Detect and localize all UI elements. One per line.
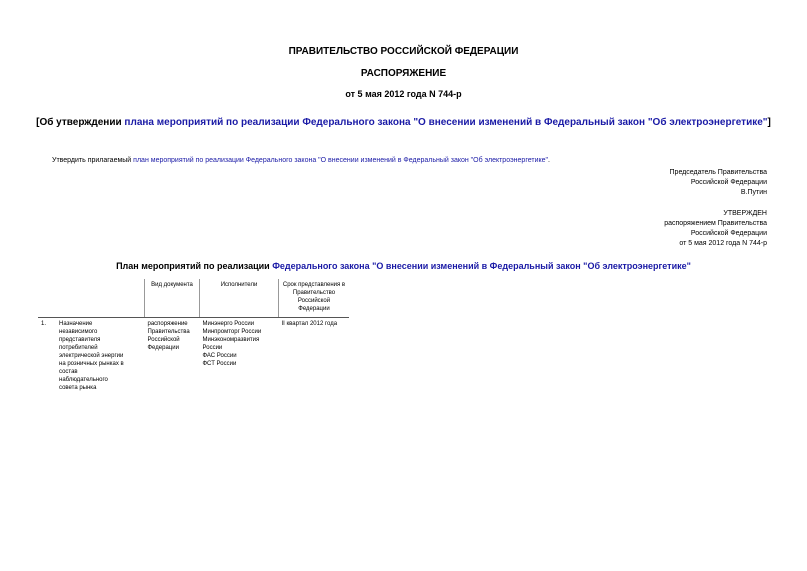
measure-line: представителя bbox=[59, 337, 101, 343]
column-header-doc-type: Вид документа bbox=[145, 279, 200, 318]
doc-type-line: Российской bbox=[147, 337, 180, 343]
plan-title-link[interactable]: Федерального закона "О внесении изменений в Федеральный закон "Об электроэнергетике" bbox=[272, 261, 691, 271]
measure-line: на розничных рынках в bbox=[59, 361, 124, 367]
signature-country: Российской Федерации bbox=[690, 179, 767, 186]
table-row bbox=[38, 318, 349, 395]
approval-heading: УТВЕРЖДЕН bbox=[723, 210, 767, 217]
plan-title bbox=[0, 261, 807, 271]
document-type: РАСПОРЯЖЕНИЕ bbox=[360, 68, 447, 79]
order-plan-link[interactable]: план мероприятий по реализации Федерального закона "О внесении изменений в Федеральный закон "Об электроэнергетике" bbox=[133, 157, 549, 164]
government-heading: ПРАВИТЕЛЬСТВО РОССИЙСКОЙ ФЕДЕРАЦИИ bbox=[288, 46, 519, 57]
table-header-row bbox=[38, 279, 349, 318]
approval-line-2: распоряжением Правительства bbox=[664, 220, 767, 227]
document-title-link[interactable]: плана мероприятий по реализации Федерального закона "О внесении изменений в Федеральный закон "Об электроэнергетике" bbox=[124, 117, 768, 128]
document-title-suffix: ] bbox=[767, 117, 771, 128]
doc-type-line: Правительства bbox=[147, 329, 190, 335]
doc-type-line: распоряжение bbox=[147, 321, 188, 327]
column-header-deadline: Срок представления в Правительство Российской Федерации bbox=[279, 279, 350, 318]
order-text-prefix: Утвердить прилагаемый bbox=[52, 157, 134, 164]
signature-block bbox=[670, 168, 767, 198]
doc-type-line: Федерации bbox=[147, 345, 179, 351]
column-header-number bbox=[38, 279, 56, 318]
executor-line: Минэкономразвития bbox=[202, 337, 260, 343]
column-header-executors: Исполнители bbox=[200, 279, 279, 318]
signature-position: Председатель Правительства bbox=[669, 169, 767, 176]
executor-line: ФАС России bbox=[202, 353, 237, 359]
approval-block bbox=[664, 209, 767, 249]
executor-line: ФСТ России bbox=[202, 361, 237, 367]
measure-line: Назначение bbox=[59, 321, 93, 327]
document-title-prefix: [Об утверждении bbox=[36, 117, 125, 128]
approval-line-3: Российской Федерации bbox=[690, 230, 767, 237]
executor-line: Минэнерго России bbox=[202, 321, 255, 327]
row-executors bbox=[200, 318, 279, 395]
signature-name: В.Путин bbox=[740, 189, 767, 196]
column-header-measure bbox=[56, 279, 145, 318]
measure-line: электрической энергии bbox=[59, 353, 124, 359]
order-paragraph bbox=[52, 157, 550, 164]
measure-line: состав bbox=[59, 369, 78, 375]
measure-line: независимого bbox=[59, 329, 98, 335]
row-measure bbox=[56, 318, 145, 395]
document-date-number: от 5 мая 2012 года N 744-р bbox=[345, 89, 462, 99]
order-text-suffix: . bbox=[548, 157, 550, 164]
document-title bbox=[0, 117, 807, 128]
row-doc-type bbox=[145, 318, 200, 395]
row-deadline: II квартал 2012 года bbox=[281, 321, 338, 327]
plan-title-prefix: План мероприятий по реализации bbox=[116, 261, 273, 271]
executor-line: России bbox=[202, 345, 223, 351]
executor-line: Минпромторг России bbox=[202, 329, 262, 335]
plan-table bbox=[38, 279, 349, 394]
measure-line: наблюдательного bbox=[59, 377, 108, 383]
measure-line: совета рынка bbox=[59, 385, 97, 391]
measure-line: потребителей bbox=[59, 345, 98, 351]
row-number: 1. bbox=[41, 321, 47, 327]
approval-line-4: от 5 мая 2012 года N 744-р bbox=[679, 240, 767, 247]
